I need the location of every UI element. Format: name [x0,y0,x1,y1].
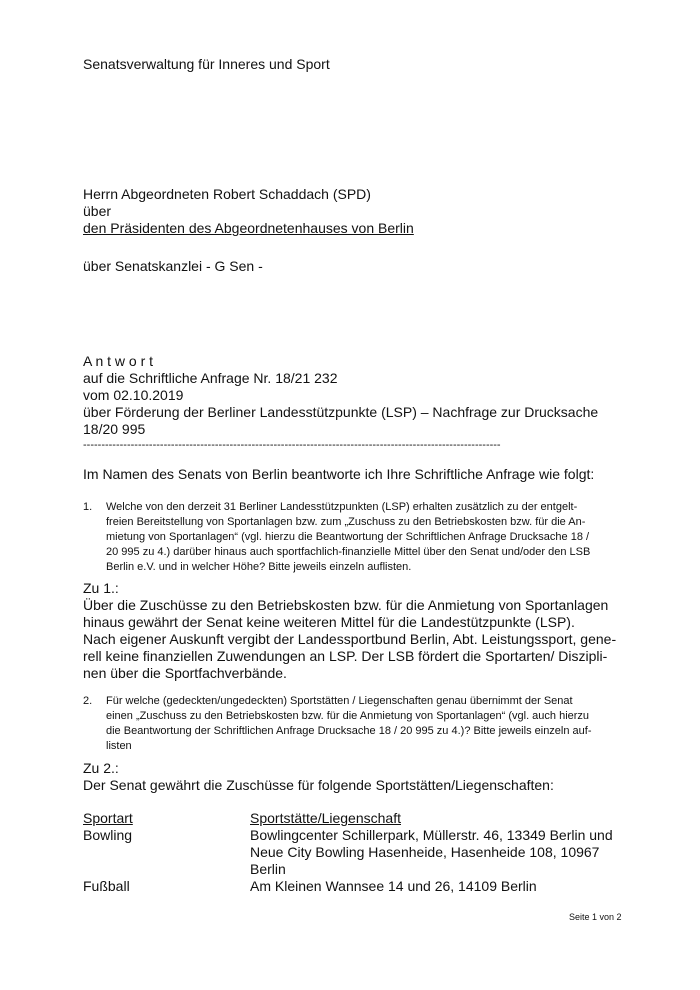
answer-2-text: Der Senat gewährt die Zuschüsse für folgende Sportstätten/Liegenschaften: [83,777,554,793]
table-row [83,878,643,895]
answer-title: A n t w o r t [83,353,154,369]
answer-header [83,353,643,452]
answer-inquiry-number: auf die Schriftliche Anfrage Nr. 18/21 232 [83,370,338,386]
answer-2 [83,760,643,794]
recipient-name: Herrn Abgeordneten Robert Schaddach (SPD) [83,186,371,202]
separator-line: ------------------------------------------------------------------------------------------------------------------ [83,439,501,451]
answer-1-line: Nach eigener Auskunft vergibt der Landessportbund Berlin, Abt. Leistungssport, gene- [83,631,617,647]
answer-subject-cont: 18/20 995 [83,421,146,437]
question-1-line: freien Bereitstellung von Sportanlagen bzw. zum „Zuschuss zu den Betriebskosten bzw. für die An- [106,516,586,528]
sender-department: Senatsverwaltung für Inneres und Sport [83,56,330,72]
venue-line: Neue City Bowling Hasenheide, Hasenheide 108, 10967 [250,844,600,860]
table-header-row [83,810,643,827]
recipient-via: über [83,203,112,219]
answer-1 [83,580,643,682]
question-1-line: Welche von den derzeit 31 Berliner Landesstützpunkten (LSP) erhalten zusätzlich zu der entgelt- [106,501,578,513]
answer-1-line: hinaus gewährt der Senat keine weiteren Mittel für die Landestützpunkte (LSP). [83,614,575,630]
venue-line: Am Kleinen Wannsee 14 und 26, 14109 Berlin [250,878,537,894]
venue-line: Bowlingcenter Schillerpark, Müllerstr. 46, 13349 Berlin und [250,827,613,843]
table-header-venue: Sportstätte/Liegenschaft [250,810,401,826]
table-cell-sport: Bowling [83,827,133,843]
answer-1-line: nen über die Sportfachverbände. [83,665,287,681]
answer-1-line: rell keine finanziellen Zuwendungen an LSP. Der LSB fördert die Sportarten/ Diszipli- [83,648,608,664]
page-number: Seite 1 von 2 [569,912,622,922]
question-2-text [106,694,666,754]
table-cell-venue [250,827,640,878]
question-2-number: 2. [83,695,93,707]
question-1-line: 20 995 zu 4.) darüber hinaus auch sportfachlich-finanzielle Mittel über den Senat und/oder den LSB [106,546,591,558]
question-2-line: einen „Zuschuss zu den Betriebskosten bzw. für die Anmietung von Sportanlagen“ (vgl. auch hierzu [106,710,590,722]
question-2-line: die Beantwortung der Schriftlichen Anfrage Drucksache 18 / 20 995 zu 4.)? Bitte jeweils einzeln auf- [106,725,592,737]
recipient-block [83,186,643,237]
table-cell-venue [250,878,640,895]
answer-date: vom 02.10.2019 [83,387,184,403]
question-2-line: Für welche (gedeckten/ungedeckten) Sportstätten / Liegenschaften genau übernimmt der Senat [106,695,573,707]
sports-venue-table [83,810,643,895]
intro-text: Im Namen des Senats von Berlin beantworte ich Ihre Schriftliche Anfrage wie folgt: [83,466,595,482]
question-2-line: listen [106,740,132,752]
question-1-number: 1. [83,501,93,513]
question-1-text [106,500,666,575]
venue-line: Berlin [250,861,286,877]
recipient-chancellery: über Senatskanzlei - G Sen - [83,258,263,274]
recipient-president: den Präsidenten des Abgeordnetenhauses von Berlin [83,220,414,236]
answer-2-heading: Zu 2.: [83,760,119,776]
table-header-sport: Sportart [83,810,133,826]
question-1-line: mietung von Sportanlagen“ (vgl. hierzu die Beantwortung der Schriftlichen Anfrage Drucksache 18 / [106,531,590,543]
question-1-line: Berlin e.V. und in welcher Höhe? Bitte jeweils einzeln auflisten. [106,561,412,573]
table-cell-sport: Fußball [83,878,130,894]
answer-1-heading: Zu 1.: [83,580,119,596]
answer-subject: über Förderung der Berliner Landesstützpunkte (LSP) – Nachfrage zur Drucksache [83,404,599,420]
table-row [83,827,643,878]
answer-1-line: Über die Zuschüsse zu den Betriebskosten bzw. für die Anmietung von Sportanlagen [83,597,609,613]
